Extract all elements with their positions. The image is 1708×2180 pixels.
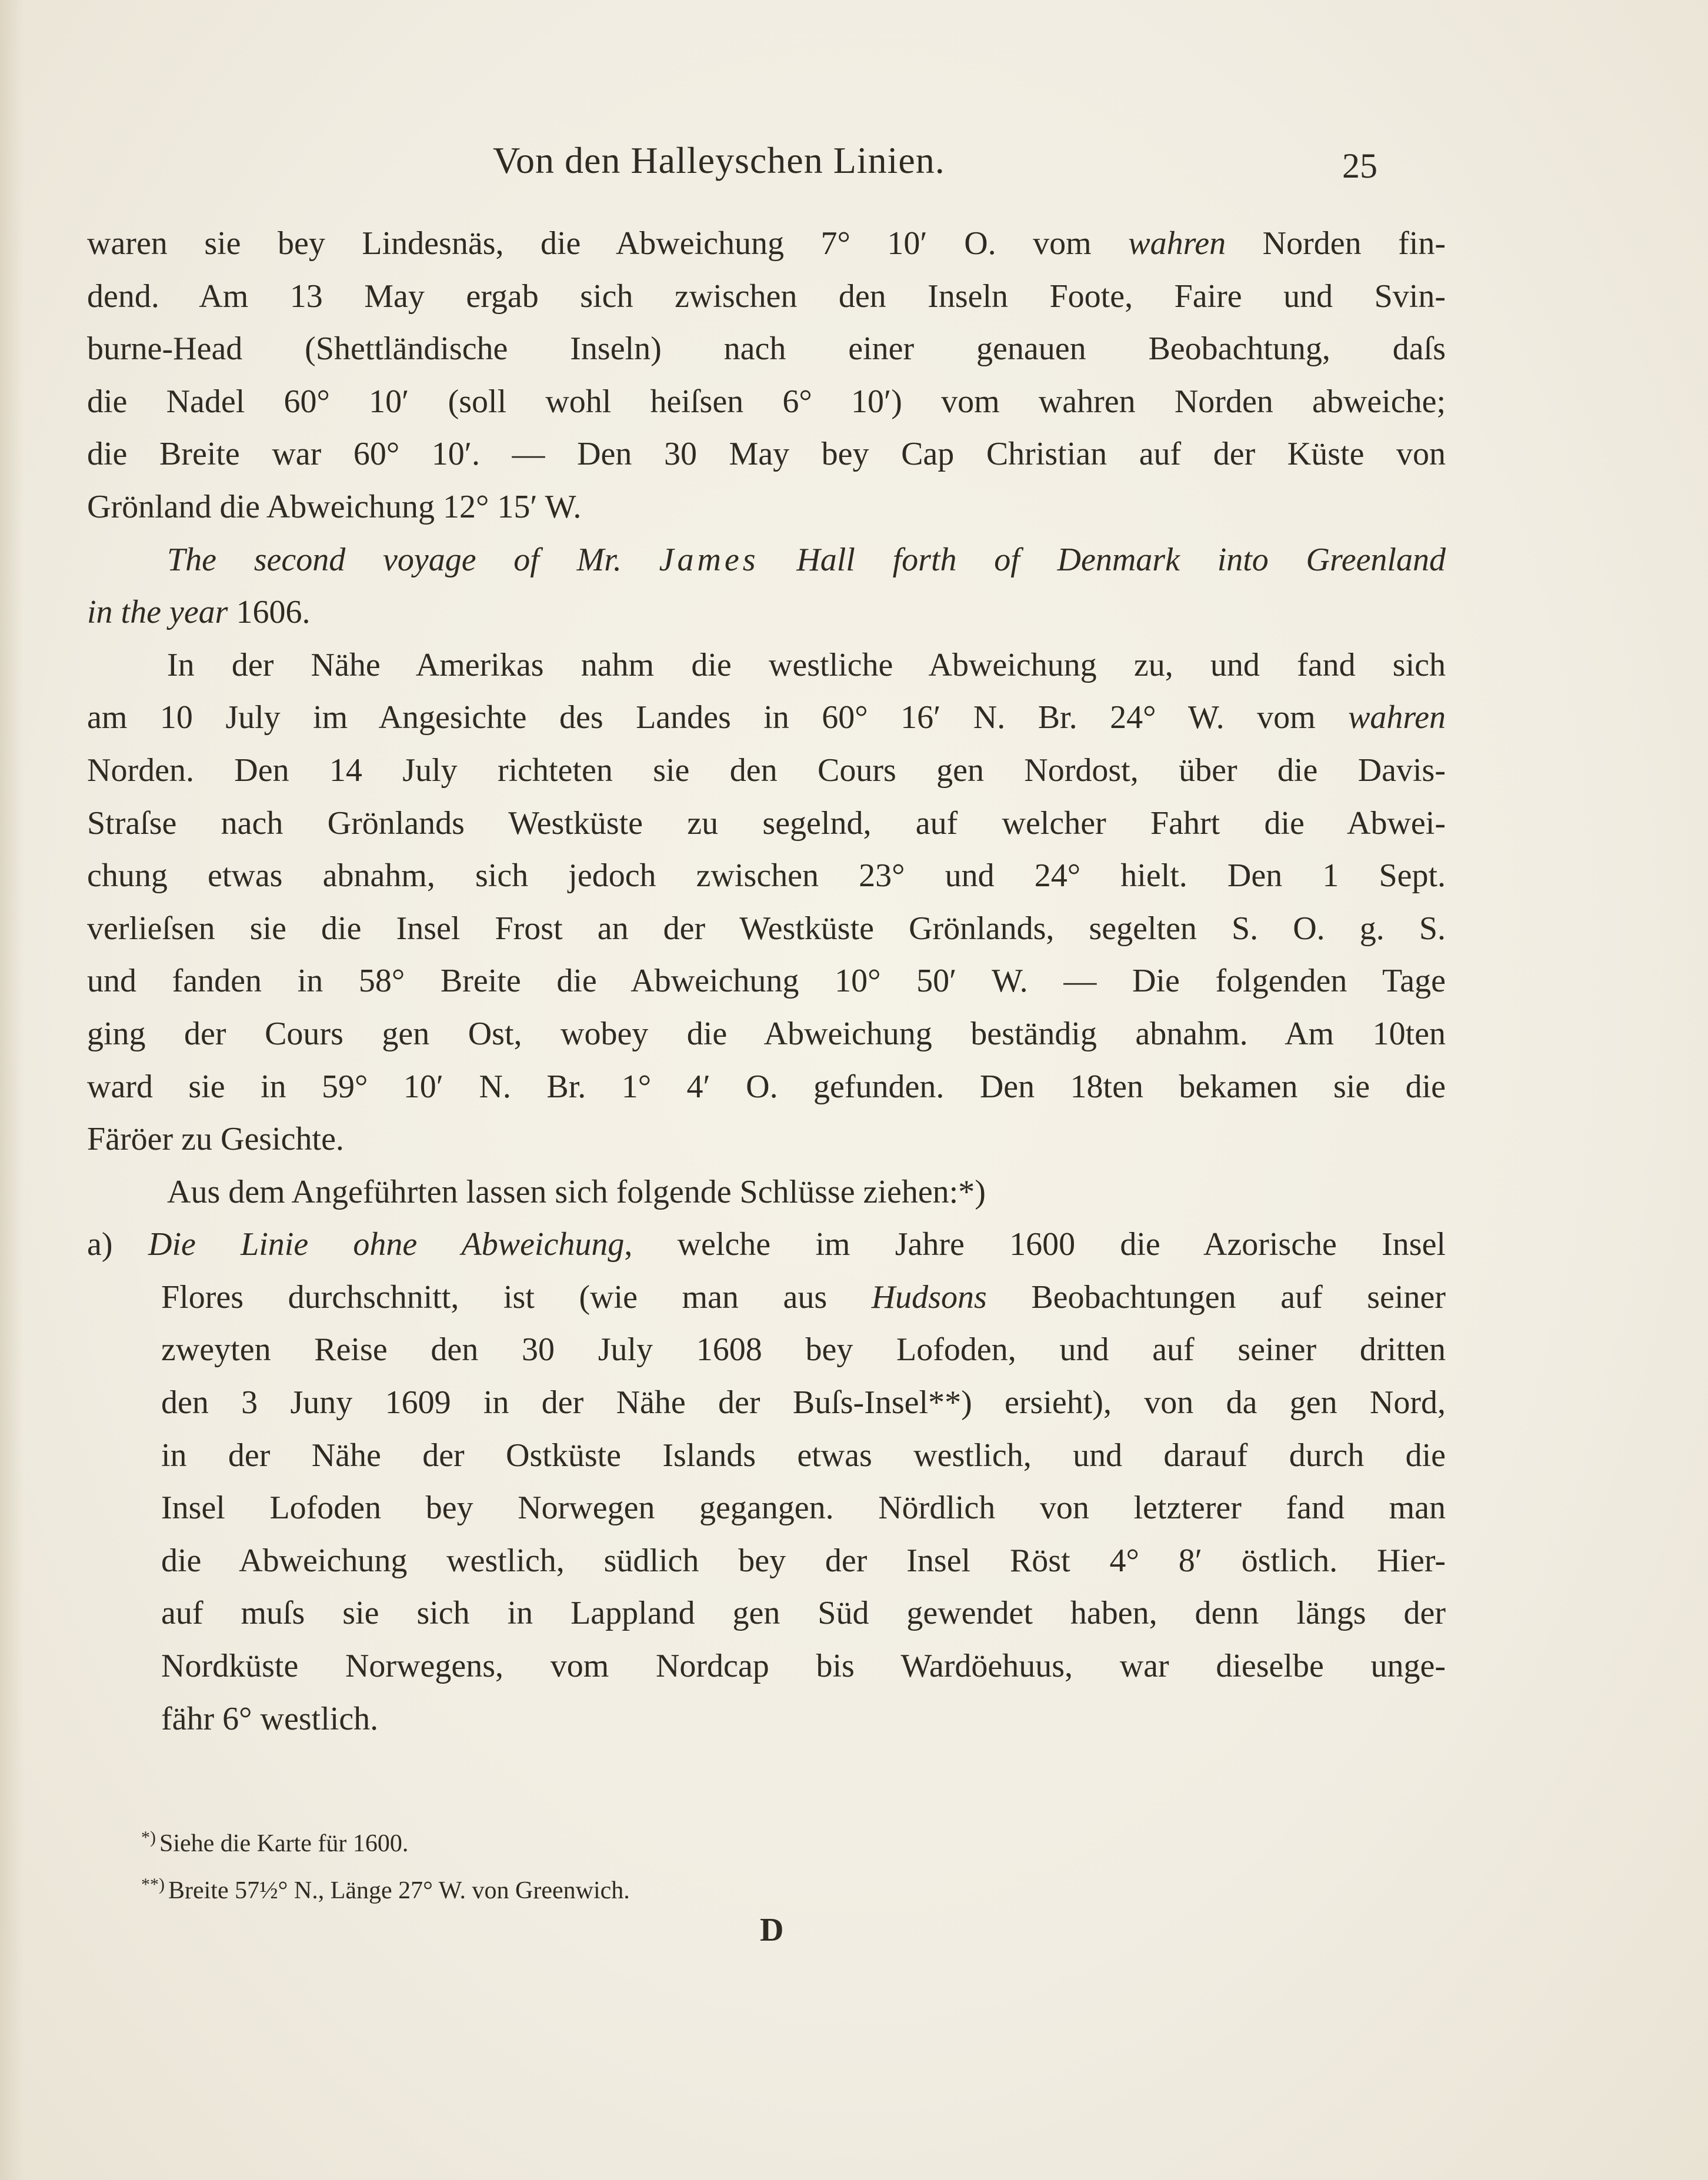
running-title: Von den Halleyschen Linien. [493,139,945,181]
text-line: zweyten Reise den 30 July 1608 bey Lofoden, und auf seiner dritten [161,1331,1446,1368]
footnote-text: Breite 57½° N., Länge 27° W. von Greenwich. [168,1877,630,1904]
text-line: auf muſs sie sich in Lappland gen Süd gewendet haben, denn längs der [161,1595,1446,1632]
footnote-text: Siehe die Karte für 1600. [159,1830,409,1857]
text-line: die Nadel 60° 10′ (soll wohl heiſsen 6° 10′) vom wahren Norden abweiche; [87,383,1446,420]
signature-mark: D [760,1912,784,1948]
text-line: den 3 Juny 1609 in der Nähe der Buſs-Insel**) ersieht), von da gen Nord, [161,1384,1446,1421]
footnote [141,1861,847,1908]
text-line: Straſse nach Grönlands Westküste zu segelnd, auf welcher Fahrt die Abwei- [87,804,1446,842]
text-line: Flores durchschnitt, ist (wie man aus Hudsons Beobachtungen auf seiner [161,1278,1446,1316]
text-line: ward sie in 59° 10′ N. Br. 1° 4′ O. gefunden. Den 18ten bekamen sie die [87,1068,1446,1105]
footnote [141,1814,847,1861]
list-marker: a) [87,1226,113,1263]
text-line: The second voyage of Mr. James Hall forth of Denmark into Greenland [167,541,1446,578]
text-line: a) Die Linie ohne Abweichung, welche im Jahre 1600 die Azorische Insel [87,1218,1446,1271]
text-line: Insel Lofoden bey Norwegen gegangen. Nördlich von letzterer fand man [161,1490,1446,1527]
text-line: in the year 1606. [87,594,311,631]
text-line: Färöer zu Gesichte. [87,1121,344,1158]
text-line: am 10 July im Angesichte des Landes in 60° 16′ N. Br. 24° W. vom wahren [87,699,1446,736]
text-line: verlieſsen sie die Insel Frost an der Westküste Grönlands, segelten S. O. g. S. [87,910,1446,947]
page-header [0,139,1708,192]
text-line: burne-Head (Shettländische Inseln) nach einer genauen Beobachtung, daſs [87,330,1446,368]
text-line: ging der Cours gen Ost, wobey die Abweichung beständig abnahm. Am 10ten [87,1015,1446,1052]
text-line: Norden. Den 14 July richteten sie den Cours gen Nordost, über die Davis- [87,752,1446,789]
text-line: dend. Am 13 May ergab sich zwischen den Inseln Foote, Faire und Svin- [87,278,1446,315]
page-edge-shadow [0,0,24,2180]
text-line: Nordküste Norwegens, vom Nordcap bis Wardöehuus, war dieselbe unge- [161,1648,1446,1685]
text-line: fähr 6° westlich. [161,1700,379,1737]
text-line: waren sie bey Lindesnäs, die Abweichung 7° 10′ O. vom wahren Norden fin- [87,225,1446,262]
text-line: Aus dem Angeführten lassen sich folgende Schlüsse ziehen:*) [167,1173,986,1210]
footnotes [141,1814,847,1908]
page-number: 25 [1342,146,1377,185]
text-line: In der Nähe Amerikas nahm die westliche Abweichung zu, und fand sich [167,646,1446,683]
body-text [87,218,1446,1745]
text-line: die Abweichung westlich, südlich bey der Insel Röst 4° 8′ östlich. Hier- [161,1542,1446,1579]
text-line: und fanden in 58° Breite die Abweichung 10° 50′ W. — Die folgenden Tage [87,963,1446,1000]
text-line: in der Nähe der Ostküste Islands etwas westlich, und darauf durch die [161,1437,1446,1474]
text-line: die Breite war 60° 10′. — Den 30 May bey Cap Christian auf der Küste von [87,436,1446,473]
footnote-mark: **) [141,1875,165,1894]
text-line: Grönland die Abweichung 12° 15′ W. [87,488,582,525]
footnote-mark: *) [141,1828,156,1847]
text-line: chung etwas abnahm, sich jedoch zwischen 23° und 24° hielt. Den 1 Sept. [87,857,1446,894]
